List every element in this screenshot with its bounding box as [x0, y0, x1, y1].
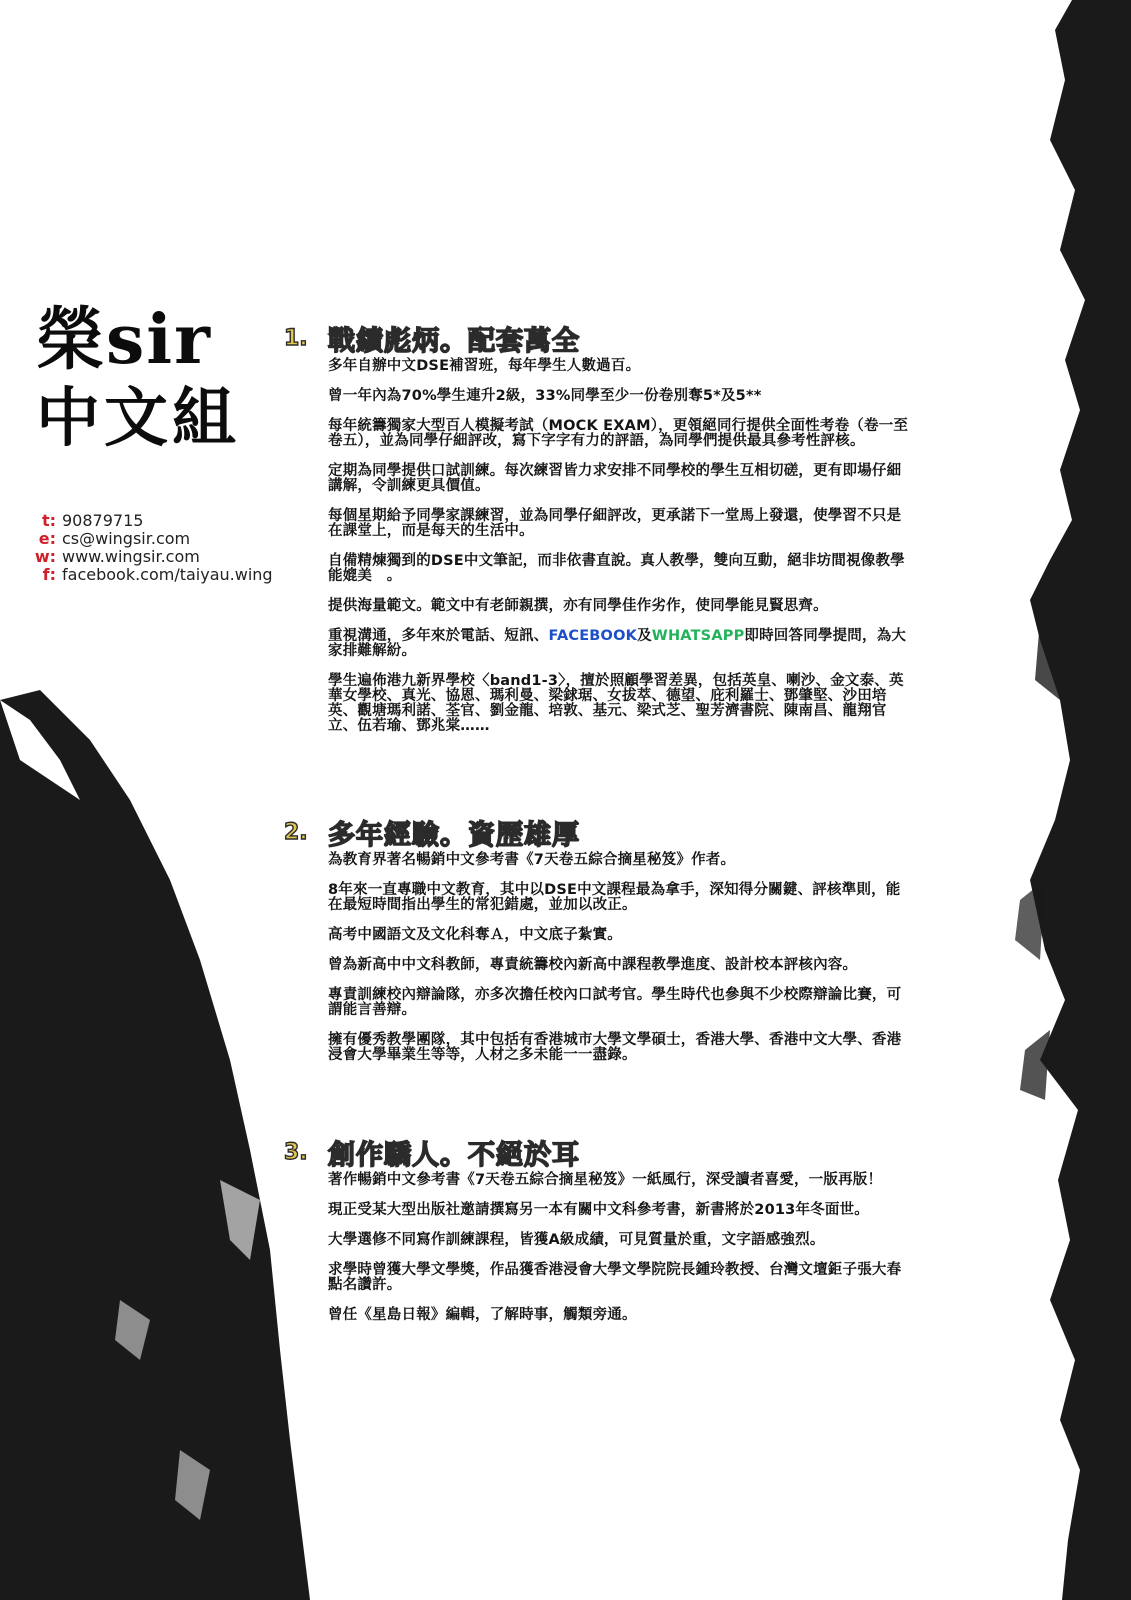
list-item: 為教育界著名暢銷中文參考書《7天卷五綜合摘星秘笈》作者。	[328, 852, 736, 868]
contact-value[interactable]: facebook.com/taiyau.wing	[62, 565, 273, 584]
section-number: 1.	[284, 325, 308, 351]
contact-value: 90879715	[62, 511, 144, 530]
contact-label: e:	[38, 529, 56, 548]
contact-facebook	[28, 566, 273, 584]
facebook-highlight: FACEBOOK	[548, 628, 638, 644]
list-item: 學生遍佈港九新界學校〈band1-3〉，擅於照顧學習差異，包括英皇、喇沙、金文泰、英華女學校、真光、協恩、瑪利曼、梁銶琚、女拔萃、德望、庇利羅士、鄧肇堅、沙田培英、觀塘瑪利諾、荃官、劉金龍、培敦、基元、梁式芝、聖芳濟書院、陳南昌、龍翔官立、伍若瑜、鄧兆棠……	[328, 673, 904, 734]
item-text: 即時回答同學提問，為大家排難解紛。	[328, 628, 907, 659]
list-item: 曾為新高中中文科教師，專責統籌校內新高中課程教學進度、設計校本評核內容。	[328, 957, 858, 973]
list-item: 大學選修不同寫作訓練課程，皆獲A級成績，可見質量於重，文字語感強烈。	[328, 1232, 825, 1248]
contact-value[interactable]: www.wingsir.com	[62, 547, 200, 566]
logo-line-1: 榮sir	[36, 300, 212, 380]
list-item: 求學時曾獲大學文學獎，作品獲香港浸會大學文學院院長鍾玲教授、台灣文壇鉅子張大春點名讚許。	[328, 1262, 902, 1293]
list-item: 著作暢銷中文參考書《7天卷五綜合摘星秘笈》一紙風行，深受讀者喜愛，一版再版！	[328, 1172, 883, 1188]
contact-phone	[28, 512, 273, 530]
list-item: 現正受某大型出版社邀請撰寫另一本有關中文科參考書，新書將於2013年冬面世。	[328, 1202, 869, 1218]
list-item: 自備精煉獨到的DSE中文筆記，而非依書直說。真人教學，雙向互動，絕非坊間視像教學能媲美 。	[328, 553, 905, 584]
section-title: 戰績彪炳。配套萬全	[328, 325, 580, 357]
section-experience	[284, 812, 914, 1078]
list-item: 多年自辦中文DSE補習班，每年學生人數過百。	[328, 358, 641, 374]
list-item: 高考中國語文及文化科奪Ａ，中文底子紮實。	[328, 927, 622, 943]
list-item: 擁有優秀教學團隊，其中包括有香港城市大學文學碩士，香港大學、香港中文大學、香港浸會大學畢業生等等，人材之多未能一一盡錄。	[328, 1032, 902, 1063]
item-text: 重視溝通，多年來於電話、短訊、	[328, 628, 549, 644]
contact-label: w:	[34, 547, 56, 566]
logo-line-2: 中文組	[36, 381, 240, 456]
list-item: 每個星期給予同學家課練習，並為同學仔細評改，更承諾下一堂馬上發還，使學習不只是在課堂上，而是每天的生活中。	[328, 508, 902, 539]
section-creative-works	[284, 1132, 914, 1338]
section-items	[328, 853, 914, 1063]
section-number: 3.	[284, 1139, 308, 1165]
section-title: 多年經驗。資歷雄厚	[328, 819, 580, 851]
list-item: 專責訓練校內辯論隊，亦多次擔任校內口試考官。學生時代也參與不少校際辯論比賽，可謂能言善辯。	[328, 987, 902, 1018]
list-item: 每年統籌獨家大型百人模擬考試（MOCK EXAM），更領絕同行提供全面性考卷（卷一至卷五），並為同學仔細評改，寫下字字有力的評語，為同學們提供最具參考性評核。	[328, 418, 909, 449]
item-text: 及	[637, 628, 652, 644]
section-heading	[284, 812, 914, 852]
list-item: 定期為同學提供口試訓練。每次練習皆力求安排不同學校的學生互相切磋，更有即場仔細講解，令訓練更具價值。	[328, 463, 902, 494]
whatsapp-highlight: WHATSAPP	[651, 628, 745, 644]
list-item: 曾一年內為70%學生連升2級，33%同學至少一份卷別奪5*及5**	[328, 388, 762, 404]
section-number: 2.	[284, 819, 308, 845]
list-item: 8年來一直專職中文教育，其中以DSE中文課程最為拿手，深知得分關鍵、評核準則，能在最短時間指出學生的常犯錯處，並加以改正。	[328, 882, 901, 913]
section-items	[328, 359, 914, 734]
list-item: 提供海量範文。範文中有老師親撰，亦有同學佳作劣作，使同學能見賢思齊。	[328, 598, 828, 614]
brand-logo	[36, 300, 266, 458]
contact-website	[28, 548, 273, 566]
contact-label: t:	[41, 511, 56, 530]
section-heading	[284, 1132, 914, 1172]
contact-label: f:	[42, 565, 56, 584]
contact-email	[28, 530, 273, 548]
list-item: 曾任《星島日報》編輯，了解時事，觸類旁通。	[328, 1307, 637, 1323]
section-items	[328, 1173, 914, 1323]
contact-value[interactable]: cs@wingsir.com	[62, 529, 191, 548]
section-achievements	[284, 318, 914, 749]
section-title: 創作驕人。不絕於耳	[328, 1139, 580, 1171]
section-heading	[284, 318, 914, 358]
contact-info	[28, 512, 273, 584]
list-item-communication	[328, 629, 914, 659]
